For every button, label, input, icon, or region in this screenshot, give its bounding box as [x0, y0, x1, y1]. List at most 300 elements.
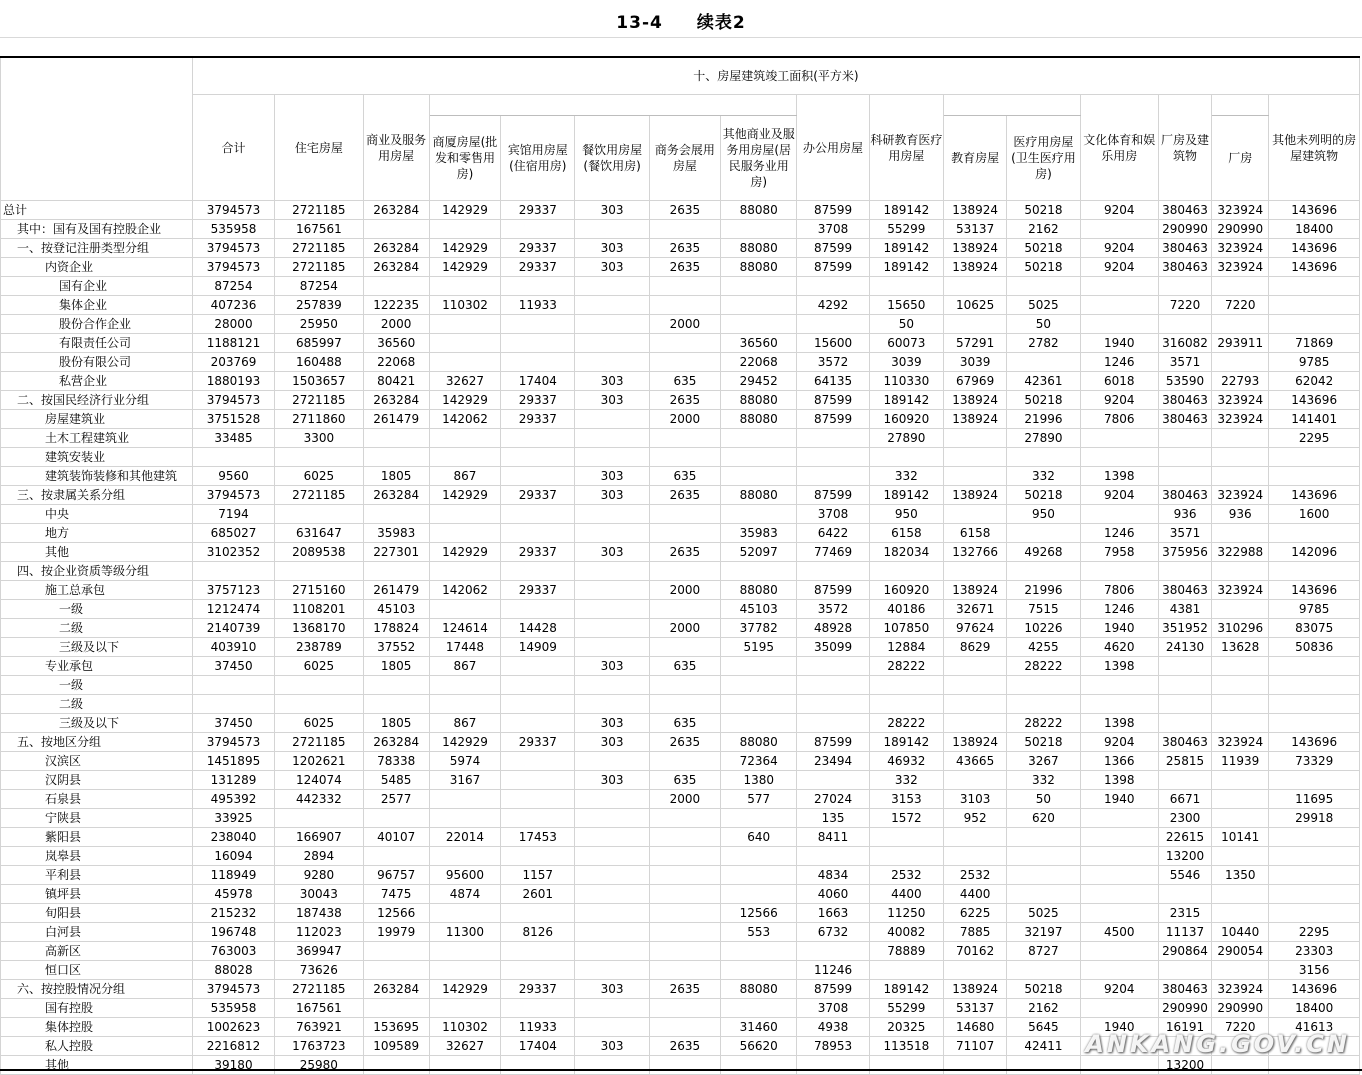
table-cell: 7220	[1212, 1018, 1269, 1037]
table-row	[1, 600, 1360, 619]
table-cell: 78953	[797, 1037, 869, 1056]
table-cell	[575, 638, 649, 657]
table-cell: 17404	[501, 372, 575, 391]
table-cell: 3167	[429, 771, 500, 790]
table-cell	[1212, 714, 1269, 733]
table-cell: 118949	[192, 866, 274, 885]
table-cell	[944, 771, 1007, 790]
table-cell	[721, 999, 797, 1018]
table-cell: 4834	[797, 866, 869, 885]
table-row	[1, 847, 1360, 866]
table-cell: 40186	[869, 600, 943, 619]
table-cell: 1763723	[275, 1037, 363, 1056]
table-cell: 11300	[429, 923, 500, 942]
table-cell	[797, 315, 869, 334]
table-cell: 138924	[944, 239, 1007, 258]
table-cell: 3571	[1158, 524, 1211, 543]
table-cell	[501, 714, 575, 733]
table-cell: 635	[649, 714, 720, 733]
table-cell: 143696	[1269, 980, 1360, 999]
table-cell: 303	[575, 657, 649, 676]
table-cell: 380463	[1158, 391, 1211, 410]
table-cell	[501, 961, 575, 980]
table-cell	[275, 562, 363, 581]
table-cell: 167561	[275, 220, 363, 239]
table-cell: 303	[575, 714, 649, 733]
table-cell: 332	[1007, 467, 1080, 486]
row-label: 股份有限公司	[1, 353, 193, 372]
table-cell: 2000	[649, 581, 720, 600]
table-cell	[1007, 676, 1080, 695]
table-cell	[649, 353, 720, 372]
table-cell	[1269, 467, 1360, 486]
table-cell	[363, 277, 429, 296]
table-cell: 37552	[363, 638, 429, 657]
table-cell: 290864	[1158, 942, 1211, 961]
table-cell: 138924	[944, 486, 1007, 505]
table-cell: 29337	[501, 733, 575, 752]
row-label: 私营企业	[1, 372, 193, 391]
table-cell: 29337	[501, 980, 575, 999]
table-cell: 7515	[1007, 600, 1080, 619]
table-cell: 5645	[1007, 1018, 1080, 1037]
table-cell	[944, 695, 1007, 714]
table-cell: 3794573	[192, 258, 274, 277]
table-cell: 141401	[1269, 410, 1360, 429]
table-cell: 143696	[1269, 391, 1360, 410]
table-cell	[575, 220, 649, 239]
table-cell: 96757	[363, 866, 429, 885]
table-cell: 2089538	[275, 543, 363, 562]
row-label: 镇坪县	[1, 885, 193, 904]
table-cell: 80421	[363, 372, 429, 391]
table-cell	[501, 676, 575, 695]
table-cell	[649, 296, 720, 315]
table-cell: 32627	[429, 1037, 500, 1056]
table-cell	[649, 562, 720, 581]
table-cell	[1158, 714, 1211, 733]
row-label: 紫阳县	[1, 828, 193, 847]
table-cell: 332	[869, 467, 943, 486]
table-cell: 87599	[797, 410, 869, 429]
table-row	[1, 201, 1360, 220]
column-group-header: 十、房屋建筑竣工面积(平方米)	[192, 57, 1359, 95]
row-label: 汉滨区	[1, 752, 193, 771]
table-cell: 18400	[1269, 220, 1360, 239]
table-cell: 53137	[944, 220, 1007, 239]
table-cell: 20325	[869, 1018, 943, 1037]
table-cell	[797, 771, 869, 790]
table-cell: 16191	[1158, 1018, 1211, 1037]
table-cell: 2577	[363, 790, 429, 809]
table-cell	[363, 505, 429, 524]
row-header-corner	[1, 57, 193, 201]
table-cell: 42361	[1007, 372, 1080, 391]
table-cell: 48928	[797, 619, 869, 638]
table-cell: 124614	[429, 619, 500, 638]
row-label: 岚皋县	[1, 847, 193, 866]
table-cell: 138924	[944, 980, 1007, 999]
table-cell: 37782	[721, 619, 797, 638]
table-cell	[721, 714, 797, 733]
table-cell: 9204	[1080, 201, 1158, 220]
table-cell: 110302	[429, 296, 500, 315]
table-cell: 52097	[721, 543, 797, 562]
table-cell	[1007, 562, 1080, 581]
table-cell	[944, 961, 1007, 980]
table-cell: 407236	[192, 296, 274, 315]
table-cell: 71107	[944, 1037, 1007, 1056]
table-cell	[1007, 448, 1080, 467]
table-cell	[501, 657, 575, 676]
table-row	[1, 752, 1360, 771]
table-cell	[649, 524, 720, 543]
row-label: 五、按地区分组	[1, 733, 193, 752]
table-cell	[363, 429, 429, 448]
table-cell: 55299	[869, 220, 943, 239]
table-cell: 39180	[192, 1056, 274, 1075]
table-cell: 1380	[721, 771, 797, 790]
table-cell	[501, 220, 575, 239]
column-header: 商业及服务用房屋	[363, 95, 429, 201]
table-cell: 9204	[1080, 391, 1158, 410]
table-cell	[1269, 562, 1360, 581]
table-cell: 6018	[1080, 372, 1158, 391]
table-cell	[575, 315, 649, 334]
table-cell	[501, 448, 575, 467]
table-row	[1, 714, 1360, 733]
table-cell	[363, 809, 429, 828]
row-label: 平利县	[1, 866, 193, 885]
table-cell	[1007, 961, 1080, 980]
table-cell: 635	[649, 467, 720, 486]
table-row	[1, 733, 1360, 752]
table-cell: 323924	[1212, 486, 1269, 505]
table-cell: 35099	[797, 638, 869, 657]
table-cell: 227301	[363, 543, 429, 562]
row-label: 二级	[1, 619, 193, 638]
table-cell	[1269, 866, 1360, 885]
table-cell: 2635	[649, 201, 720, 220]
table-cell: 290990	[1212, 999, 1269, 1018]
table-cell: 2000	[363, 315, 429, 334]
table-cell	[721, 657, 797, 676]
table-cell: 4500	[1080, 923, 1158, 942]
row-label: 集体企业	[1, 296, 193, 315]
table-cell: 12566	[363, 904, 429, 923]
table-cell: 29337	[501, 581, 575, 600]
table-cell	[192, 695, 274, 714]
table-cell: 8727	[1007, 942, 1080, 961]
table-cell	[869, 828, 943, 847]
table-cell	[575, 619, 649, 638]
table-cell: 6158	[869, 524, 943, 543]
table-cell: 33925	[192, 809, 274, 828]
table-cell	[275, 505, 363, 524]
table-cell: 263284	[363, 239, 429, 258]
table-cell: 495392	[192, 790, 274, 809]
table-cell: 9204	[1080, 239, 1158, 258]
table-cell: 303	[575, 467, 649, 486]
table-row	[1, 581, 1360, 600]
table-cell: 3102352	[192, 543, 274, 562]
row-label: 三级及以下	[1, 638, 193, 657]
table-cell: 14428	[501, 619, 575, 638]
table-row	[1, 353, 1360, 372]
table-cell	[944, 714, 1007, 733]
table-cell: 29337	[501, 239, 575, 258]
table-cell: 5025	[1007, 904, 1080, 923]
table-cell: 2162	[1007, 220, 1080, 239]
table-cell: 635	[649, 372, 720, 391]
table-cell: 3103	[944, 790, 1007, 809]
table-cell	[1007, 847, 1080, 866]
table-row	[1, 562, 1360, 581]
table-cell: 380463	[1158, 239, 1211, 258]
row-label: 石泉县	[1, 790, 193, 809]
table-cell: 577	[721, 790, 797, 809]
row-label: 宁陕县	[1, 809, 193, 828]
table-cell: 620	[1007, 809, 1080, 828]
table-cell: 5485	[363, 771, 429, 790]
table-cell	[1080, 429, 1158, 448]
watermark-text: ANKANG.GOV.CN	[1085, 1030, 1350, 1058]
table-cell: 53137	[944, 999, 1007, 1018]
table-cell: 28000	[192, 315, 274, 334]
table-cell: 72364	[721, 752, 797, 771]
table-cell	[501, 771, 575, 790]
table-cell	[1007, 866, 1080, 885]
table-cell: 6671	[1158, 790, 1211, 809]
table-row	[1, 315, 1360, 334]
row-label: 国有企业	[1, 277, 193, 296]
table-cell: 263284	[363, 980, 429, 999]
table-cell: 867	[429, 714, 500, 733]
table-cell	[649, 600, 720, 619]
table-cell: 6422	[797, 524, 869, 543]
row-label: 地方	[1, 524, 193, 543]
table-cell: 8629	[944, 638, 1007, 657]
table-cell	[1080, 809, 1158, 828]
table-cell	[1080, 904, 1158, 923]
table-cell: 303	[575, 1037, 649, 1056]
table-cell: 1246	[1080, 600, 1158, 619]
table-cell	[363, 695, 429, 714]
table-cell: 142929	[429, 239, 500, 258]
table-cell: 2635	[649, 1037, 720, 1056]
table-cell: 7220	[1212, 296, 1269, 315]
table-cell: 936	[1158, 505, 1211, 524]
table-cell	[575, 885, 649, 904]
table-cell	[649, 847, 720, 866]
table-cell	[869, 277, 943, 296]
table-cell: 3039	[869, 353, 943, 372]
table-cell: 1368170	[275, 619, 363, 638]
bottom-rule	[0, 1069, 1362, 1071]
table-row	[1, 638, 1360, 657]
table-cell	[275, 809, 363, 828]
table-cell: 1246	[1080, 524, 1158, 543]
table-cell: 143696	[1269, 486, 1360, 505]
table-cell	[575, 961, 649, 980]
column-header: 餐饮用房屋(餐饮用房)	[575, 116, 649, 201]
table-cell: 3267	[1007, 752, 1080, 771]
table-cell	[649, 999, 720, 1018]
table-cell	[721, 448, 797, 467]
table-cell	[869, 847, 943, 866]
table-cell: 60073	[869, 334, 943, 353]
table-cell: 1940	[1080, 790, 1158, 809]
table-cell: 14909	[501, 638, 575, 657]
table-row	[1, 372, 1360, 391]
table-cell: 142929	[429, 391, 500, 410]
table-cell	[1007, 828, 1080, 847]
table-cell: 135	[797, 809, 869, 828]
table-cell: 124074	[275, 771, 363, 790]
table-cell	[429, 600, 500, 619]
table-cell: 9560	[192, 467, 274, 486]
table-cell	[1269, 657, 1360, 676]
table-cell	[1080, 562, 1158, 581]
table-cell	[1269, 277, 1360, 296]
table-cell	[649, 676, 720, 695]
column-header: 其他未列明的房屋建筑物	[1269, 95, 1360, 201]
table-cell: 2635	[649, 239, 720, 258]
table-cell: 131289	[192, 771, 274, 790]
table-cell	[1007, 277, 1080, 296]
table-cell: 2711860	[275, 410, 363, 429]
table-row	[1, 429, 1360, 448]
table-cell	[501, 790, 575, 809]
table-cell: 22068	[363, 353, 429, 372]
table-row	[1, 391, 1360, 410]
table-cell: 2532	[944, 866, 1007, 885]
table-cell: 323924	[1212, 201, 1269, 220]
table-row	[1, 999, 1360, 1018]
table-cell	[429, 524, 500, 543]
table-cell: 50218	[1007, 201, 1080, 220]
table-cell: 11246	[797, 961, 869, 980]
table-row	[1, 942, 1360, 961]
table-cell: 553	[721, 923, 797, 942]
table-cell	[1269, 847, 1360, 866]
table-cell: 35983	[363, 524, 429, 543]
table-cell	[575, 410, 649, 429]
table-cell: 189142	[869, 239, 943, 258]
table-row	[1, 505, 1360, 524]
table-cell: 189142	[869, 391, 943, 410]
table-cell	[797, 467, 869, 486]
table-cell	[1080, 676, 1158, 695]
table-cell: 1805	[363, 657, 429, 676]
subgroup-spacer	[1212, 95, 1269, 116]
table-cell: 88080	[721, 391, 797, 410]
table-cell: 2000	[649, 790, 720, 809]
table-cell	[501, 277, 575, 296]
table-cell	[649, 828, 720, 847]
row-label: 房屋建筑业	[1, 410, 193, 429]
table-cell	[1212, 904, 1269, 923]
table-cell: 37450	[192, 657, 274, 676]
column-header: 其他商业及服务用房屋(居民服务业用房)	[721, 116, 797, 201]
table-cell	[1212, 676, 1269, 695]
table-cell: 7220	[1158, 296, 1211, 315]
table-cell	[1080, 296, 1158, 315]
table-cell	[1080, 885, 1158, 904]
table-cell: 88028	[192, 961, 274, 980]
table-row	[1, 923, 1360, 942]
table-cell: 6732	[797, 923, 869, 942]
table-cell	[1212, 315, 1269, 334]
table-cell: 3794573	[192, 733, 274, 752]
table-cell: 332	[869, 771, 943, 790]
table-cell: 189142	[869, 258, 943, 277]
table-cell: 640	[721, 828, 797, 847]
table-cell	[721, 220, 797, 239]
table-cell: 3751528	[192, 410, 274, 429]
table-cell: 109589	[363, 1037, 429, 1056]
table-cell	[429, 961, 500, 980]
table-cell	[649, 695, 720, 714]
table-cell: 763921	[275, 1018, 363, 1037]
table-cell: 2782	[1007, 334, 1080, 353]
table-cell	[721, 885, 797, 904]
table-row	[1, 410, 1360, 429]
table-cell: 28222	[869, 657, 943, 676]
table-row	[1, 828, 1360, 847]
table-cell: 380463	[1158, 581, 1211, 600]
table-cell: 15650	[869, 296, 943, 315]
table-cell: 78338	[363, 752, 429, 771]
table-cell: 263284	[363, 201, 429, 220]
table-row	[1, 486, 1360, 505]
table-cell: 57291	[944, 334, 1007, 353]
column-header: 住宅房屋	[275, 95, 363, 201]
table-cell: 143696	[1269, 239, 1360, 258]
table-cell: 323924	[1212, 733, 1269, 752]
table-cell: 7806	[1080, 410, 1158, 429]
table-cell: 631647	[275, 524, 363, 543]
table-cell: 1366	[1080, 752, 1158, 771]
table-cell: 5546	[1158, 866, 1211, 885]
table-cell	[575, 448, 649, 467]
table-cell	[1158, 562, 1211, 581]
table-cell	[721, 942, 797, 961]
table-cell: 55299	[869, 999, 943, 1018]
table-cell: 142929	[429, 201, 500, 220]
table-cell	[721, 467, 797, 486]
table-cell	[575, 790, 649, 809]
table-cell	[1269, 714, 1360, 733]
table-cell: 87599	[797, 486, 869, 505]
table-cell	[575, 334, 649, 353]
table-cell: 6025	[275, 467, 363, 486]
table-cell	[1080, 448, 1158, 467]
table-cell: 45978	[192, 885, 274, 904]
table-cell	[1080, 999, 1158, 1018]
column-header: 办公用房屋	[797, 95, 869, 201]
table-cell: 50218	[1007, 239, 1080, 258]
table-cell	[1080, 942, 1158, 961]
table-cell: 8411	[797, 828, 869, 847]
table-cell	[1212, 771, 1269, 790]
table-cell: 351952	[1158, 619, 1211, 638]
table-cell: 5195	[721, 638, 797, 657]
table-cell: 1350	[1212, 866, 1269, 885]
table-cell: 97624	[944, 619, 1007, 638]
row-label: 土木工程建筑业	[1, 429, 193, 448]
divider	[0, 37, 1362, 38]
